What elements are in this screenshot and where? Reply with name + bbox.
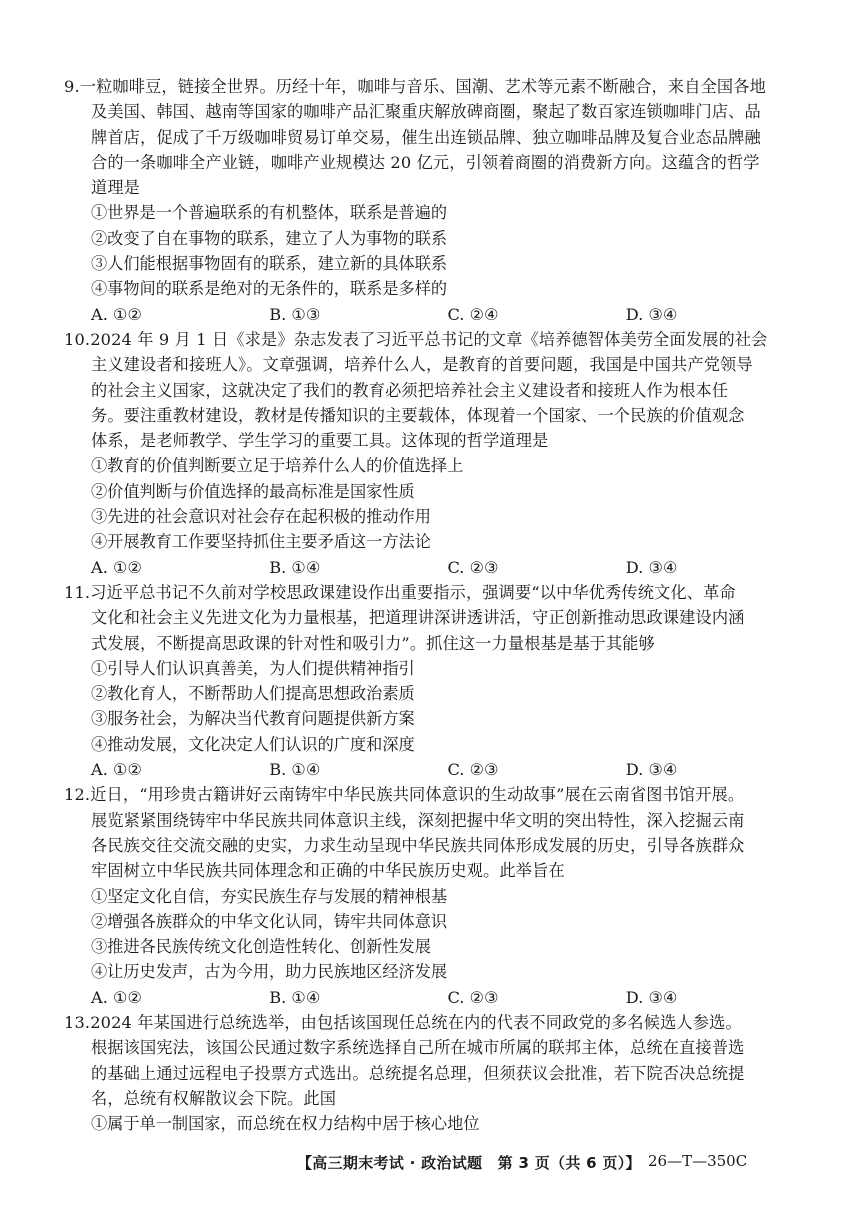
statement-item: ②改变了自在事物的联系，建立了人为事物的联系	[91, 228, 448, 248]
page-footer	[0, 1152, 868, 1176]
statement-item: ②价值判断与价值选择的最高标准是国家性质	[91, 481, 415, 501]
statement-item: ④让历史发声，古为今用，助力民族地区经济发展	[91, 962, 448, 982]
statement-item: ④推动发展，文化决定人们认识的广度和深度	[91, 734, 415, 754]
question-stem-line: 牌首店，促成了千万级咖啡贸易订单交易，催生出连锁品牌、独立咖啡品牌及复合业态品牌融	[91, 127, 761, 147]
question-stem-text: 一粒咖啡豆，链接全世界。历经十年，咖啡与音乐、国潮、艺术等元素不断融合，来自全国各地	[79, 77, 766, 96]
answer-option: D. ③④	[625, 987, 678, 1007]
question-number: 10.	[64, 329, 91, 349]
question-stem-line: 各民族交往交流交融的史实，力求生动呈现中华民族共同体形成发展的历史，引导各族群众	[91, 835, 745, 855]
question-stem-text: 习近平总书记不久前对学校思政课建设作出重要指示，强调要“以中华优秀传统文化、革命	[90, 582, 736, 602]
statement-item: ①坚定文化自信，夯实民族生存与发展的精神根基	[91, 886, 448, 906]
statement-item: ①世界是一个普遍联系的有机整体，联系是普遍的	[91, 203, 448, 223]
question-stem-text: 2024 年某国进行总统选举，由包括该国现任总统在内的代表不同政党的多名候选人参选。	[90, 1012, 742, 1032]
question-12	[64, 782, 804, 1010]
question-stem-line	[64, 580, 804, 605]
question-stem-line: 名，总统有权解散议会下院。此国	[91, 1088, 337, 1108]
answer-options	[64, 302, 804, 327]
question-stem-line	[64, 327, 804, 352]
statement-item: ②教化育人，不断帮助人们提高思想政治素质	[91, 684, 415, 704]
footer-title: 【高三期末考试 · 政治试题 第 3 页（共 6 页）】	[297, 1154, 641, 1172]
question-number: 13.	[64, 1012, 91, 1032]
question-stem-line: 主义建设者和接班人》。文章强调，培养什么人，是教育的首要问题，我国是中国共产党领导	[91, 355, 753, 375]
question-stem-line: 及美国、韩国、越南等国家的咖啡产品汇聚重庆解放碑商圈，聚起了数百家连锁咖啡门店、品	[91, 102, 761, 122]
answer-option: D. ③④	[625, 304, 678, 324]
answer-option: C. ②③	[447, 557, 499, 577]
answer-option: A. ①②	[91, 987, 143, 1007]
question-number: 12.	[64, 785, 91, 805]
answer-options	[64, 757, 804, 782]
statement-item: ③服务社会，为解决当代教育问题提供新方案	[91, 709, 415, 729]
answer-options	[64, 555, 804, 580]
question-10	[64, 327, 804, 580]
footer-code: 26—T—350C	[648, 1152, 748, 1170]
question-stem-line	[64, 782, 804, 807]
statement-item: ①属于单一制国家，而总统在权力结构中居于核心地位	[91, 1114, 480, 1134]
question-stem-line: 道理是	[91, 178, 141, 198]
question-stem-line: 的基础上通过远程电子投票方式选出。总统提名总理，但须获议会批准，若下院否决总统提	[91, 1063, 745, 1083]
question-stem-line: 的社会主义国家，这就决定了我们的教育必须把培养社会主义建设者和接班人作为根本任	[91, 380, 729, 400]
question-stem-line	[64, 1010, 804, 1035]
question-9	[64, 74, 804, 327]
statement-item: ③推进各民族传统文化创造性转化、创新性发展	[91, 937, 431, 957]
answer-options	[64, 985, 804, 1010]
question-stem-line: 文化和社会主义先进文化为力量根基，把道理讲深讲透讲活，守正创新推动思政课建设内涵	[91, 608, 745, 628]
answer-option: C. ②③	[447, 987, 499, 1007]
statement-item: ①教育的价值判断要立足于培养什么人的价值选择上	[91, 456, 464, 476]
question-stem-line: 式发展，不断提高思政课的针对性和吸引力”。抓住这一力量根基是基于其能够	[91, 633, 655, 653]
answer-option: D. ③④	[625, 557, 678, 577]
statement-item: ③先进的社会意识对社会存在起积极的推动作用	[91, 507, 431, 527]
question-number: 11.	[64, 582, 91, 602]
question-list	[64, 74, 804, 1136]
question-stem-line: 体系，是老师教学、学生学习的重要工具。这体现的哲学道理是	[91, 431, 549, 451]
statement-item: ④事物间的联系是绝对的无条件的，联系是多样的	[91, 279, 448, 299]
question-13	[64, 1010, 804, 1136]
answer-option: B. ①④	[269, 987, 321, 1007]
statement-item: ①引导人们认识真善美，为人们提供精神指引	[91, 658, 415, 678]
question-stem-line: 合的一条咖啡全产业链，咖啡产业规模达 20 亿元，引领着商圈的消费新方向。这蕴含的哲学	[91, 152, 760, 172]
statement-item: ③人们能根据事物固有的联系，建立新的具体联系	[91, 254, 448, 274]
question-stem-line: 根据该国宪法，该国公民通过数字系统选择自己所在城市所属的联邦主体，总统在直接普选	[91, 1038, 745, 1058]
answer-option: A. ①②	[91, 304, 143, 324]
question-stem-text: 2024 年 9 月 1 日《求是》杂志发表了习近平总书记的文章《培养德智体美劳全面发展的社会	[90, 329, 768, 349]
statement-item: ④开展教育工作要坚持抓住主要矛盾这一方法论	[91, 532, 431, 552]
question-stem-line	[64, 74, 804, 99]
question-stem-line: 牢固树立中华民族共同体理念和正确的中华民族历史观。此举旨在	[91, 861, 565, 881]
answer-option: C. ②③	[447, 760, 499, 780]
statement-item: ②增强各族群众的中华文化认同，铸牢共同体意识	[91, 911, 448, 931]
question-stem-text: 近日，“用珍贵古籍讲好云南铸牢中华民族共同体意识的生动故事”展在云南省图书馆开展。	[90, 785, 745, 805]
answer-option: C. ②④	[447, 304, 499, 324]
answer-option: A. ①②	[91, 760, 143, 780]
question-stem-line: 务。要注重教材建设，教材是传播知识的主要载体，体现着一个国家、一个民族的价值观念	[91, 405, 745, 425]
answer-option: B. ①④	[269, 760, 321, 780]
question-stem-line: 展览紧紧围绕铸牢中华民族共同体意识主线，深刻把握中华文明的突出特性，深入挖掘云南	[91, 810, 745, 830]
answer-option: A. ①②	[91, 557, 143, 577]
question-11	[64, 580, 804, 782]
answer-option: B. ①③	[269, 304, 321, 324]
question-number: 9.	[64, 77, 80, 96]
answer-option: D. ③④	[625, 760, 678, 780]
answer-option: B. ①④	[269, 557, 321, 577]
